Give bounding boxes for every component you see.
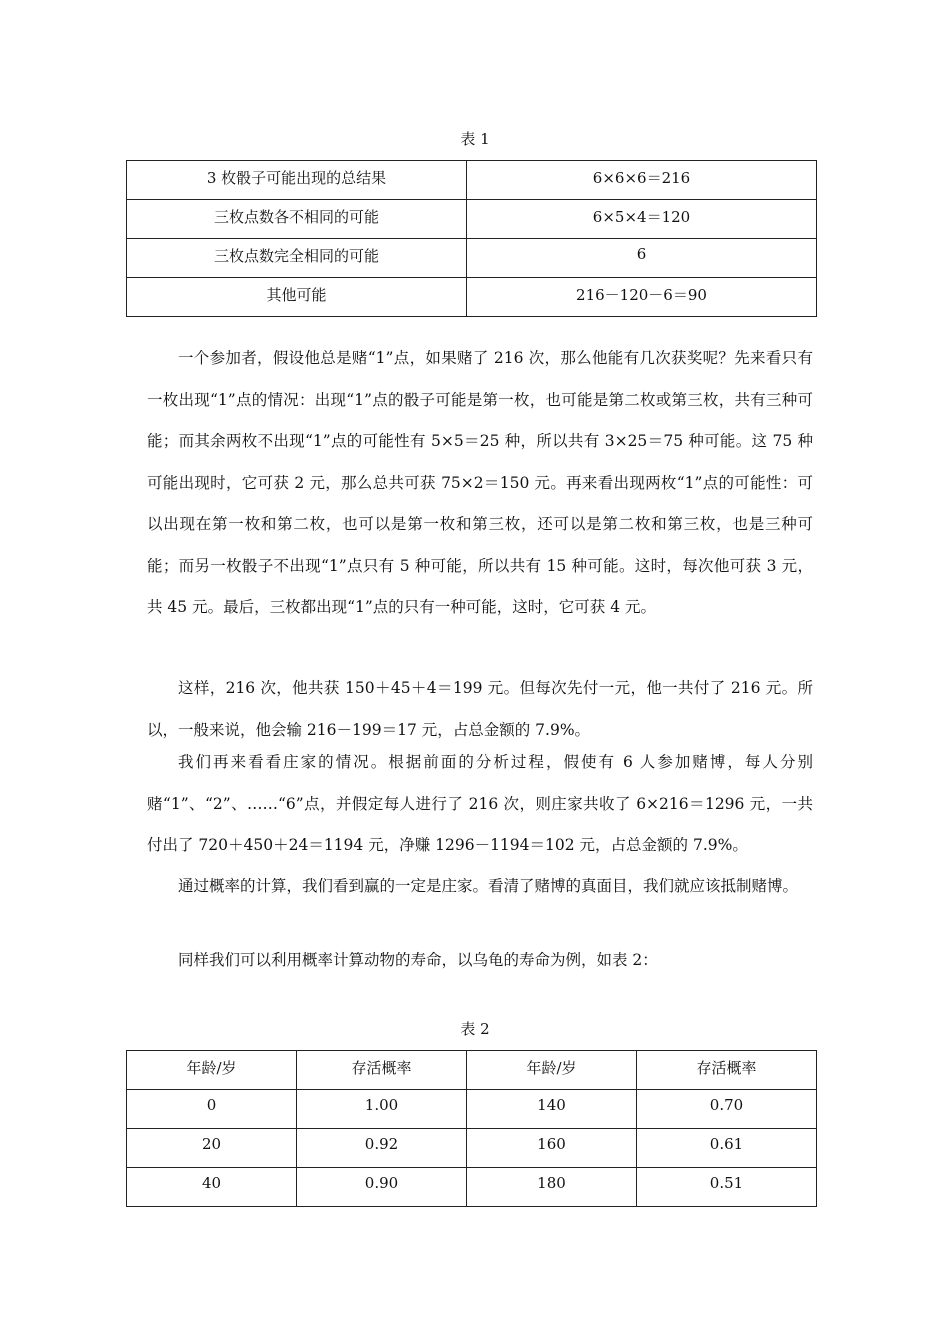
table-row	[127, 278, 817, 317]
table-cell: 6×6×6＝216	[467, 161, 817, 200]
paragraph-dice-analysis: 一个参加者，假设他总是赌“1”点，如果赌了 216 次，那么他能有几次获奖呢？先来看只有一枚出现“1”点的情况：出现“1”点的骰子可能是第一枚，也可能是第二枚或第三枚，共有三种可能；而其余两枚不出现“1”点的可能性有 5×5＝25 种，所以共有 3×25＝75 种可能。这 75 种可能出现时，它可获 2 元，那么总共可获 75×2＝150 元。再来看出现两枚“1”点的可能性：可以出现在第一枚和第二枚，也可以是第一枚和第三枚，还可以是第二枚和第三枚，也是三种可能；而另一枚骰子不出现“1”点只有 5 种可能，所以共有 15 种可能。这时，每次他可获 3 元，共 45 元。最后，三枚都出现“1”点的只有一种可能，这时，它可获 4 元。	[147, 349, 813, 616]
table-cell: 3 枚骰子可能出现的总结果	[127, 161, 467, 200]
table-cell: 20	[127, 1129, 297, 1168]
paragraph-player-result: 这样，216 次，他共获 150＋45＋4＝199 元。但每次先付一元，他一共付了 216 元。所以，一般来说，他会输 216－199＝17 元，占总金额的 7.9%。	[147, 679, 813, 739]
paragraph-banker-result: 我们再来看看庄家的情况。根据前面的分析过程，假使有 6 人参加赌博，每人分别赌“1”、“2”、……“6”点，并假定每人进行了 216 次，则庄家共收了 6×216＝1296 元，一共付出了 720＋450＋24＝1194 元，净赚 1296－1194＝102 元，占总金额的 7.9%。	[147, 753, 813, 854]
table-cell: 0.92	[297, 1129, 467, 1168]
table-cell: 180	[467, 1168, 637, 1207]
table-cell: 0.70	[637, 1090, 817, 1129]
table-row	[127, 161, 817, 200]
column-header: 年龄/岁	[467, 1051, 637, 1090]
table-cell: 0.90	[297, 1168, 467, 1207]
paragraph-turtle-intro: 同样我们可以利用概率计算动物的寿命，以乌龟的寿命为例，如表 2：	[178, 951, 658, 969]
column-header: 年龄/岁	[127, 1051, 297, 1090]
table-row	[127, 1090, 817, 1129]
table-cell: 三枚点数各不相同的可能	[127, 200, 467, 239]
table-cell: 140	[467, 1090, 637, 1129]
column-header: 存活概率	[637, 1051, 817, 1090]
table1-caption: 表 1	[460, 130, 490, 148]
table-row	[127, 1168, 817, 1207]
paragraph-conclusion: 通过概率的计算，我们看到赢的一定是庄家。看清了赌博的真面目，我们就应该抵制赌博。	[178, 877, 799, 895]
table-cell: 6	[467, 239, 817, 278]
turtle-survival-table	[126, 1050, 817, 1207]
column-header: 存活概率	[297, 1051, 467, 1090]
table-cell: 0.51	[637, 1168, 817, 1207]
table-cell: 三枚点数完全相同的可能	[127, 239, 467, 278]
table-row	[127, 239, 817, 278]
table-cell: 0.61	[637, 1129, 817, 1168]
dice-outcomes-table	[126, 160, 817, 317]
table2-caption: 表 2	[460, 1020, 490, 1038]
table-cell: 6×5×4＝120	[467, 200, 817, 239]
table-row	[127, 200, 817, 239]
table-header-row	[127, 1051, 817, 1090]
table-cell: 1.00	[297, 1090, 467, 1129]
table-cell: 216－120－6＝90	[467, 278, 817, 317]
table-cell: 0	[127, 1090, 297, 1129]
table-cell: 40	[127, 1168, 297, 1207]
table-cell: 其他可能	[127, 278, 467, 317]
table-cell: 160	[467, 1129, 637, 1168]
table-row	[127, 1129, 817, 1168]
